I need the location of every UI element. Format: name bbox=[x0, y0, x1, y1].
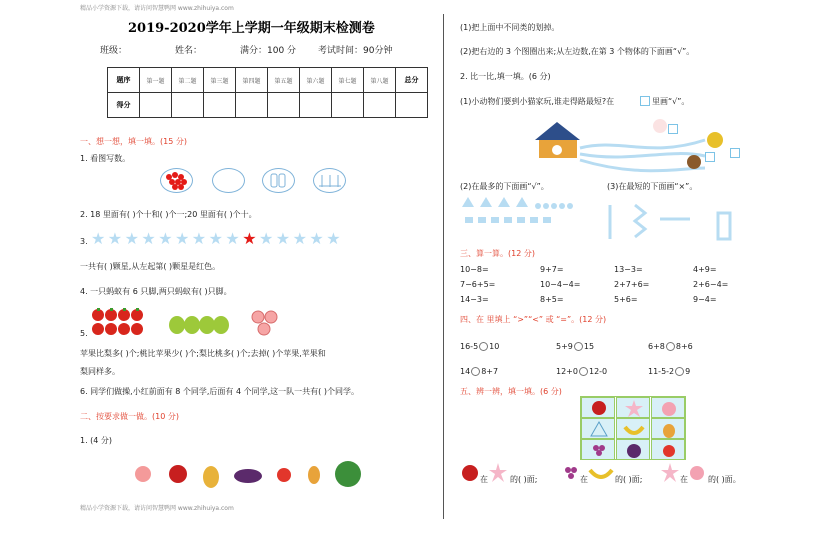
name-label: 姓名： bbox=[175, 46, 203, 56]
count-oval-sticks bbox=[262, 168, 295, 193]
calc-item: 2+7+6= bbox=[614, 280, 650, 289]
fruit-row bbox=[133, 458, 373, 490]
grapes-icon bbox=[562, 462, 580, 484]
score-cell[interactable] bbox=[140, 93, 172, 118]
compare-left: 16-5 bbox=[460, 342, 479, 351]
count-oval-dots bbox=[160, 168, 193, 193]
answer-box[interactable] bbox=[640, 96, 650, 106]
header-watermark: 精品小学资源下载，请访问智慧鸭网 www.zhihuiya.com bbox=[80, 5, 234, 12]
compare-right: 12-0 bbox=[588, 367, 608, 376]
col-q6: 第六题 bbox=[300, 68, 332, 93]
star-icon: ★ bbox=[326, 229, 341, 248]
compare-item bbox=[460, 367, 498, 376]
house-roof-icon bbox=[535, 122, 580, 140]
exam-title: 2019-2020学年上学期一年级期末检测卷 bbox=[128, 21, 375, 36]
compare-shapes bbox=[460, 195, 740, 245]
position-answer-2[interactable]: 的( )面; bbox=[615, 475, 643, 484]
answer-box-deer[interactable] bbox=[730, 148, 740, 158]
exam-time: 考试时间：90分钟 bbox=[318, 46, 393, 56]
col-total: 总分 bbox=[396, 68, 428, 93]
rabbit-icon bbox=[653, 119, 667, 133]
grid-cell bbox=[616, 397, 650, 418]
q5-text-cont: 梨同样多。 bbox=[80, 367, 120, 376]
star-icon: ★ bbox=[91, 229, 106, 248]
score-cell[interactable] bbox=[268, 93, 300, 118]
full-marks: 满分：100 分 bbox=[240, 46, 297, 56]
pear-icon bbox=[663, 424, 675, 438]
compare-right: 15 bbox=[583, 342, 595, 351]
compare-item bbox=[648, 342, 693, 351]
q3-text: 一共有( )颗星,从左起第( )颗星是红色。 bbox=[80, 262, 221, 271]
row-label-order: 题序 bbox=[108, 68, 140, 93]
calc-item: 7−6+5= bbox=[460, 280, 496, 289]
pineapple-icon bbox=[203, 466, 219, 488]
compare-item bbox=[556, 367, 607, 376]
calc-item: 5+6= bbox=[614, 295, 638, 304]
class-label: 班级： bbox=[100, 46, 128, 56]
col-q2: 第二题 bbox=[172, 68, 204, 93]
apples-icon bbox=[90, 308, 150, 338]
calc-item: 8+5= bbox=[540, 295, 564, 304]
footer-watermark: 精品小学资源下载，请访问智慧鸭网 www.zhihuiya.com bbox=[80, 505, 234, 512]
compare-left: 12+0 bbox=[556, 367, 578, 376]
position-word: 在 bbox=[480, 475, 488, 484]
compare-circle[interactable] bbox=[666, 342, 675, 351]
grid-cell bbox=[616, 418, 650, 439]
compare-item bbox=[648, 367, 690, 376]
calc-item: 4+9= bbox=[693, 265, 717, 274]
deer-icon bbox=[707, 132, 723, 148]
compare-circle[interactable] bbox=[579, 367, 588, 376]
star-icon: ★ bbox=[309, 229, 324, 248]
grid-cell bbox=[581, 397, 615, 418]
column-divider bbox=[443, 14, 444, 519]
star-icon: ★ bbox=[292, 229, 307, 248]
score-cell[interactable] bbox=[300, 93, 332, 118]
star-icon: ★ bbox=[107, 229, 123, 248]
compare-item bbox=[460, 342, 499, 351]
star-icon: ★ bbox=[225, 229, 240, 248]
section-5-heading: 五、辨一辨，填一填。(6 分) bbox=[460, 387, 562, 396]
q6-text: 6. 同学们做操,小红前面有 8 个同学,后面有 4 个同学,这一队一共有( )个同学。 bbox=[80, 387, 359, 396]
grid-cell bbox=[581, 439, 615, 460]
compare-left: 14 bbox=[460, 367, 471, 376]
path-scene bbox=[530, 118, 740, 176]
calc-item: 9−4= bbox=[693, 295, 717, 304]
grid-cell bbox=[651, 397, 685, 418]
compare-right: 8+7 bbox=[481, 367, 499, 376]
compare-left: 11-5-2 bbox=[648, 367, 675, 376]
compare-circle[interactable] bbox=[479, 342, 488, 351]
compare-left: 6+8 bbox=[648, 342, 665, 351]
q1-text: 1. 看图写数。 bbox=[80, 154, 131, 163]
q2-text: 2. 18 里面有( )个十和( )个一;20 里面有( )个十。 bbox=[80, 210, 257, 219]
r6-text: (3)在最短的下面画“×”。 bbox=[607, 182, 698, 191]
q5-number: 5. bbox=[80, 329, 88, 338]
star-icon: ★ bbox=[208, 229, 223, 248]
grid-cell bbox=[651, 439, 685, 460]
section-2-q1: 1. (4 分) bbox=[80, 436, 113, 445]
compare-circle[interactable] bbox=[471, 367, 480, 376]
eggplant-icon bbox=[234, 469, 262, 483]
position-grid bbox=[580, 396, 686, 460]
grid-cell bbox=[581, 418, 615, 439]
score-cell[interactable] bbox=[364, 93, 396, 118]
calc-item: 13−3= bbox=[614, 265, 643, 274]
position-answer-1[interactable]: 的( )面; bbox=[510, 475, 538, 484]
row-label-score: 得分 bbox=[108, 93, 140, 118]
score-table bbox=[107, 67, 428, 118]
calc-item: 9+7= bbox=[540, 265, 564, 274]
banana-icon bbox=[625, 427, 643, 433]
strawberry-icon bbox=[663, 445, 675, 457]
pears-icon bbox=[168, 310, 230, 336]
section-3-heading: 三、算一算。(12 分) bbox=[460, 249, 535, 258]
r5-text: (2)在最多的下面画“√”。 bbox=[460, 182, 549, 191]
col-q8: 第八题 bbox=[364, 68, 396, 93]
star-icon: ★ bbox=[191, 229, 207, 248]
compare-right: 10 bbox=[489, 342, 500, 351]
star-icon: ★ bbox=[124, 229, 139, 248]
apple-icon bbox=[460, 462, 480, 484]
grapes-icon bbox=[593, 445, 605, 456]
star-icon: ★ bbox=[141, 229, 156, 248]
answer-box-monkey[interactable] bbox=[705, 152, 715, 162]
star-icon: ★ bbox=[158, 229, 173, 248]
pear-icon bbox=[308, 466, 320, 484]
col-q3: 第三题 bbox=[204, 68, 236, 93]
r2-text: (2)把右边的 3 个图圈出来;从左边数,在第 3 个物体的下面画“√”。 bbox=[460, 47, 695, 56]
sticks-icon bbox=[263, 169, 294, 192]
r1-text: (1)把上面中不同类的划掉。 bbox=[460, 23, 560, 32]
r4-text: (1)小动物们要到小猫家玩,谁走得路最短?在 bbox=[460, 97, 615, 106]
star-icon bbox=[488, 462, 508, 484]
star-icon: ★ bbox=[259, 229, 274, 248]
star-icon bbox=[660, 462, 680, 484]
compare-right: 9 bbox=[685, 367, 691, 376]
score-cell[interactable] bbox=[204, 93, 236, 118]
position-word: 在 bbox=[580, 475, 588, 484]
score-cell[interactable] bbox=[332, 93, 364, 118]
r4-text-end: 里画“√”。 bbox=[652, 97, 690, 106]
col-q7: 第七题 bbox=[332, 68, 364, 93]
watermelon-icon bbox=[335, 461, 361, 487]
q4-text: 4. 一只蚂蚁有 6 只脚,两只蚂蚁有( )只脚。 bbox=[80, 287, 232, 296]
calc-item: 2+6−4= bbox=[693, 280, 729, 289]
banana-icon bbox=[588, 466, 614, 484]
red-dots-icon bbox=[161, 169, 192, 192]
mangosteen-icon bbox=[627, 444, 641, 458]
apple-icon bbox=[592, 401, 606, 415]
grid-cell bbox=[616, 439, 650, 460]
count-oval-empty bbox=[212, 168, 245, 193]
position-answer-3[interactable]: 的( )面。 bbox=[708, 475, 741, 484]
position-word: 在 bbox=[680, 475, 688, 484]
apple-icon bbox=[169, 465, 187, 483]
calc-item: 10−8= bbox=[460, 265, 489, 274]
col-q1: 第一题 bbox=[140, 68, 172, 93]
red-star-icon: ★ bbox=[242, 229, 257, 248]
count-oval-abacus bbox=[313, 168, 346, 193]
compare-item bbox=[556, 342, 594, 351]
peaches-icon bbox=[250, 309, 280, 337]
cake-icon bbox=[662, 402, 676, 416]
compare-left: 5+9 bbox=[556, 342, 573, 351]
star-icon bbox=[625, 400, 643, 417]
star-icon: ★ bbox=[175, 229, 190, 248]
col-q5: 第五题 bbox=[268, 68, 300, 93]
peach-icon bbox=[135, 466, 151, 482]
cake-icon bbox=[688, 463, 706, 483]
q5-text: 苹果比梨多( )个;桃比苹果少( )个;梨比桃多( )个;去掉( )个苹果,苹果和 bbox=[80, 349, 326, 358]
strawberry-icon bbox=[277, 468, 291, 482]
section-4-heading: 四、在 里填上 “>”“<” 或 “=”。(12 分) bbox=[460, 315, 607, 324]
answer-box-rabbit[interactable] bbox=[668, 124, 678, 134]
col-q4: 第四题 bbox=[236, 68, 268, 93]
grid-cell bbox=[651, 418, 685, 439]
score-cell[interactable] bbox=[172, 93, 204, 118]
section-2-heading: 二、按要求做一做。(10 分) bbox=[80, 412, 179, 421]
q3-number: 3. bbox=[80, 237, 88, 246]
score-cell[interactable] bbox=[396, 93, 428, 118]
r3-text: 2. 比一比,填一填。(6 分) bbox=[460, 72, 551, 81]
star-icon: ★ bbox=[275, 229, 291, 248]
calc-item: 14−3= bbox=[460, 295, 489, 304]
calc-item: 10−4−4= bbox=[540, 280, 581, 289]
compare-circle[interactable] bbox=[574, 342, 583, 351]
compare-circle[interactable] bbox=[675, 367, 684, 376]
monkey-icon bbox=[687, 155, 701, 169]
score-cell[interactable] bbox=[236, 93, 268, 118]
abacus-icon bbox=[314, 169, 345, 192]
compare-right: 8+6 bbox=[675, 342, 693, 351]
triangle-icon bbox=[591, 422, 607, 436]
section-1-heading: 一、想一想，填一填。(15 分) bbox=[80, 137, 187, 146]
